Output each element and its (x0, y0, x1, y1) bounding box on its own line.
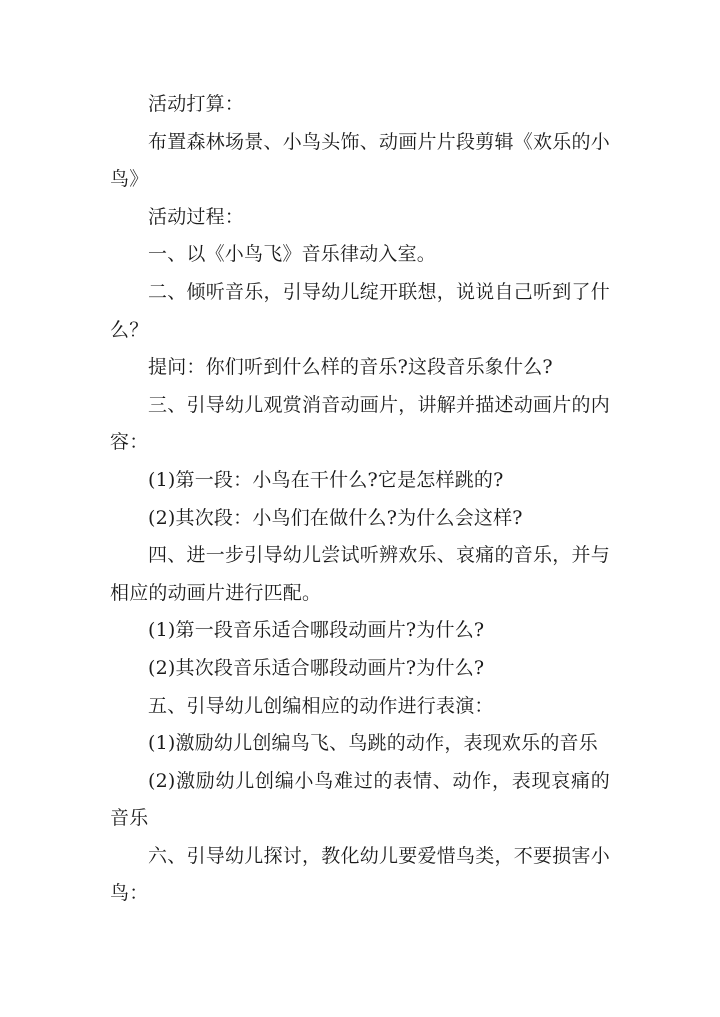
paragraph-plan-heading: 活动打算： (148, 93, 245, 115)
paragraph-step-3: 三、引导幼儿观赏消音动画片，讲解并描述动画片的内容： (110, 393, 610, 454)
paragraph-step-4-item-2: (2)其次段音乐适合哪段动画片?为什么? (148, 656, 485, 679)
paragraph-step-1: 一、以《小鸟飞》音乐律动入室。 (148, 243, 437, 266)
paragraph-step-2: 二、倾听音乐，引导幼儿绽开联想，说说自己听到了什么？ (110, 280, 610, 341)
paragraph-step-3-item-1: (1)第一段：小鸟在干什么?它是怎样跳的? (148, 468, 504, 491)
paragraph-step-5-item-1: (1)激励幼儿创编鸟飞、鸟跳的动作，表现欢乐的音乐 (148, 732, 598, 755)
paragraph-plan-content: 布置森林场景、小鸟头饰、动画片片段剪辑《欢乐的小鸟》 (110, 130, 610, 191)
paragraph-question: 提问：你们听到什么样的音乐?这段音乐象什么? (148, 356, 553, 379)
paragraph-step-5-item-2: (2)激励幼儿创编小鸟难过的表情、动作，表现哀痛的音乐 (110, 769, 610, 830)
paragraph-step-6: 六、引导幼儿探讨，教化幼儿要爱惜鸟类，不要损害小鸟： (110, 844, 610, 905)
document-body (110, 86, 610, 913)
paragraph-step-4-item-1: (1)第一段音乐适合哪段动画片?为什么? (148, 619, 485, 642)
paragraph-step-3-item-2: (2)其次段：小鸟们在做什么?为什么会这样? (148, 506, 523, 529)
paragraph-step-5: 五、引导幼儿创编相应的动作进行表演： (148, 694, 494, 717)
paragraph-process-heading: 活动过程： (148, 205, 245, 228)
paragraph-step-4: 四、进一步引导幼儿尝试听辨欢乐、哀痛的音乐，并与相应的动画片进行匹配。 (110, 544, 610, 604)
